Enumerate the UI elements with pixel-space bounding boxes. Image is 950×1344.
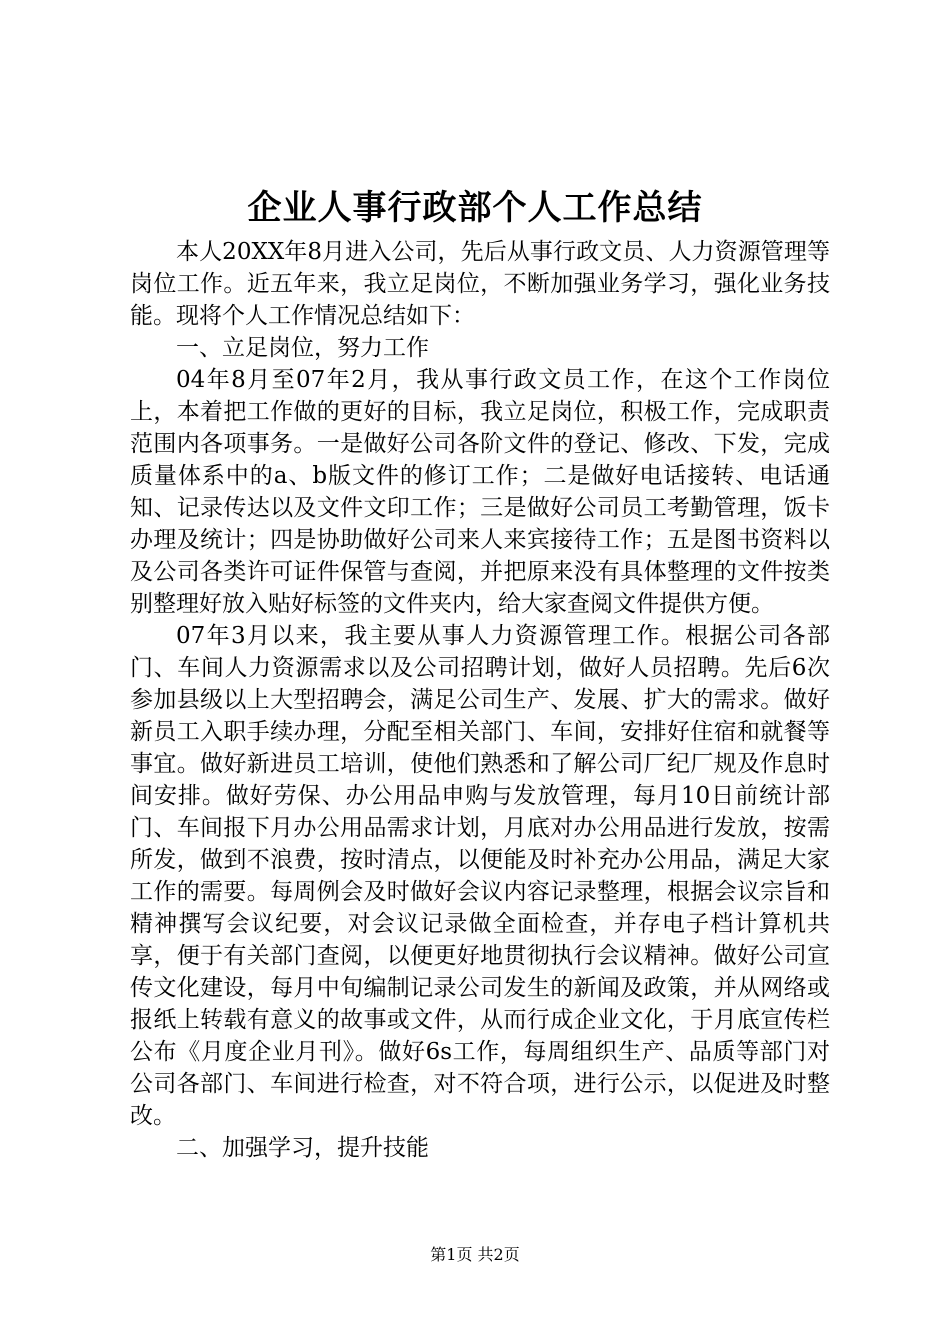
- paragraph-intro: 本人20XX年8月进入公司，先后从事行政文员、人力资源管理等岗位工作。近五年来，我立足岗位，不断加强业务学习，强化业务技能。现将个人工作情况总结如下：: [130, 239, 830, 329]
- document-body: [130, 236, 830, 1164]
- paragraph-hr-work: 07年3月以来，我主要从事人力资源管理工作。根据公司各部门、车间人力资源需求以及公司招聘计划，做好人员招聘。先后6次参加县级以上大型招聘会，满足公司生产、发展、扩大的需求。做好新员工入职手续办理，分配至相关部门、车间，安排好住宿和就餐等事宜。做好新进员工培训，使他们熟悉和了解公司厂纪厂规及作息时间安排。做好劳保、办公用品申购与发放管理，每月10日前统计部门、车间报下月办公用品需求计划，月底对办公用品进行发放，按需所发，做到不浪费，按时清点，以便能及时补充办公用品，满足大家工作的需要。每周例会及时做好会议内容记录整理，根据会议宗旨和精神撰写会议纪要，对会议记录做全面检查，并存电子档计算机共享，便于有关部门查阅，以便更好地贯彻执行会议精神。做好公司宣传文化建设，每月中旬编制记录公司发生的新闻及政策，并从网络或报纸上转载有意义的故事或文件，从而行成企业文化，于月底宣传栏公布《月度企业月刊》。做好6s工作，每周组织生产、品质等部门对公司各部门、车间进行检查，对不符合项，进行公示，以促进及时整改。: [130, 623, 830, 1129]
- section-heading-1: 一、立足岗位，努力工作: [176, 335, 429, 361]
- section-heading-2: 二、加强学习，提升技能: [176, 1135, 429, 1161]
- paragraph-admin-work: 04年8月至07年2月，我从事行政文员工作，在这个工作岗位上，本着把工作做的更好的目标，我立足岗位，积极工作，完成职责范围内各项事务。一是做好公司各阶文件的登记、修改、下发，完成质量体系中的a、b版文件的修订工作；二是做好电话接转、电话通知、记录传达以及文件文印工作；三是做好公司员工考勤管理，饭卡办理及统计；四是协助做好公司来人来宾接待工作；五是图书资料以及公司各类许可证件保管与查阅，并把原来没有具体整理的文件按类别整理好放入贴好标签的文件夹内，给大家查阅文件提供方便。: [130, 367, 830, 617]
- page-footer: 第1页 共2页: [430, 1245, 520, 1264]
- document-title: 企业人事行政部个人工作总结: [247, 188, 703, 228]
